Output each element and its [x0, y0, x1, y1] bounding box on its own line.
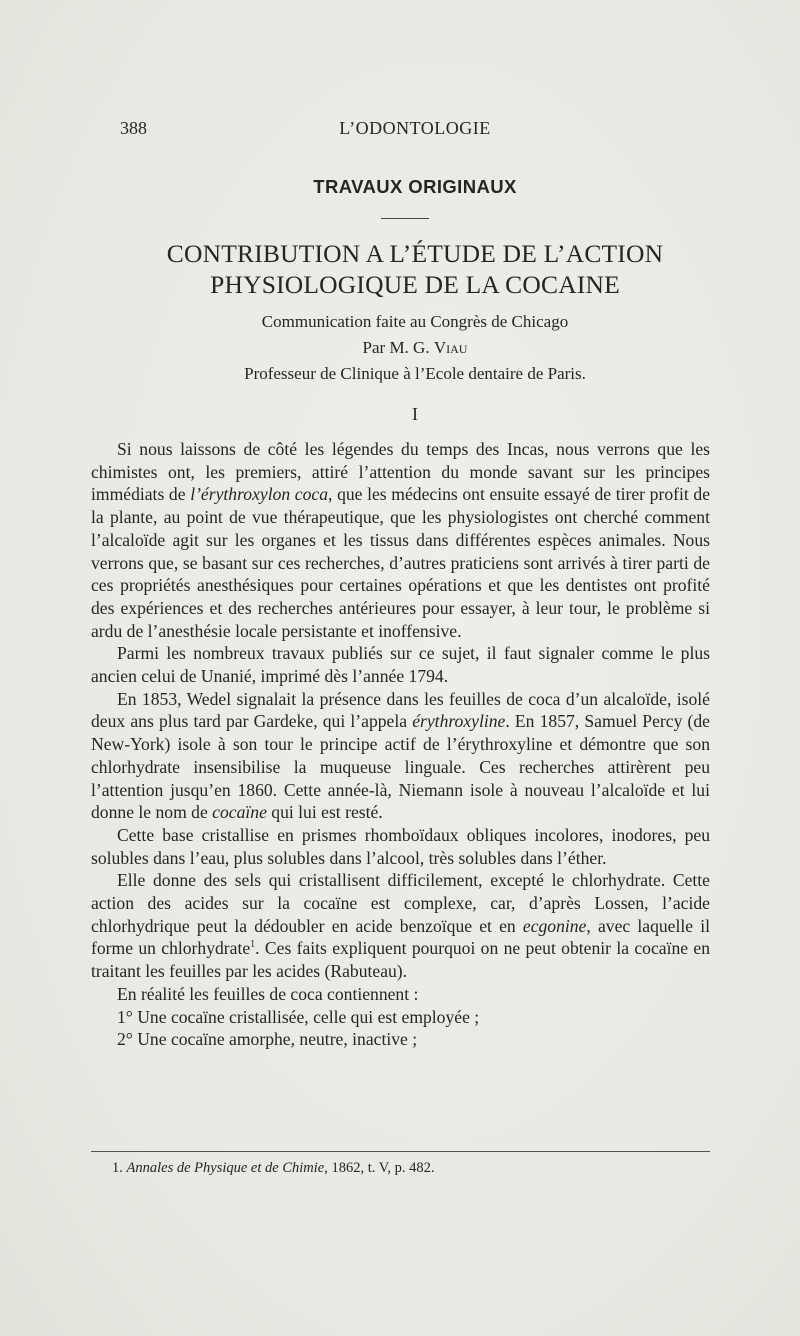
paragraph: Elle donne des sels qui cristallisent difficilement, excepté le chlorhydrate. Cette action des acides sur la cocaïne est complexe, car, d’après Lossen, l’acide chlorhydrique peut la dédoubler en acide benzoïque et en ecgonine, avec laquelle il forme un chlorhydrate$^1$. Ces faits expliquent pourquoi on ne peut obtenir la cocaïne en traitant les feuilles par les acides (Rabuteau). [91, 870, 711, 982]
footnote [112, 1160, 710, 1177]
title-divider [381, 218, 429, 219]
running-head [120, 118, 710, 142]
article-title: CONTRIBUTION A L’ÉTUDE DE L’ACTION PHYSIOLOGIQUE DE LA COCAINE [166, 239, 664, 299]
list-item: 2° Une cocaïne amorphe, neutre, inactive ; [117, 1029, 418, 1050]
footnote-number: 1. [112, 1160, 123, 1176]
emphasis: cocaïne [212, 802, 267, 823]
section-number: I [412, 404, 418, 424]
footnote-marker[interactable]: 1 [250, 939, 256, 951]
paragraph: Si nous laissons de côté les légendes du temps des Incas, nous verrons que les chimistes ont, les premiers, attiré l’attention du monde savant sur les principes immédiats de l’érythroxylon coca, que les médecins ont ensuite essayé de tirer profit de la plante, au point de vue thérapeutique, que les physiologistes ont cherché comment l’alcaloïde agit sur les organes et les tissus dans différentes espèces animales. Nous verrons que, se basant sur ces recherches, d’autres praticiens sont arrivés à tirer parti de ces propriétés anesthésiques pour certaines opérations et que les dentistes ont profité des expériences et des recherches antérieures pour essayer, à leur tour, le problème si ardu de l’anesthésie locale persistante et inoffensive. [91, 439, 711, 641]
author-affiliation: Professeur de Clinique à l’Ecole dentaire de Paris. [244, 364, 586, 383]
footnote-source: Annales de Physique et de Chimie [126, 1160, 325, 1176]
paragraph: Cette base cristallise en prismes rhomboïdaux obliques incolores, inodores, peu solubles dans l’eau, plus solubles dans l’alcool, très solubles dans l’éther. [91, 824, 710, 868]
footnote-divider [91, 1151, 710, 1152]
paragraph: En réalité les feuilles de coca contiennent : [117, 983, 419, 1004]
list-item: 1° Une cocaïne cristallisée, celle qui est employée ; [117, 1006, 480, 1027]
emphasis: l’érythroxylon coca [190, 484, 329, 505]
author-line [120, 338, 710, 358]
author-name: Viau [433, 338, 468, 357]
section-title: TRAVAUX ORIGINAUX [313, 176, 517, 197]
page-number: 388 [120, 118, 147, 138]
emphasis: érythroxyline [412, 711, 506, 732]
author-prefix: Par M. G. [362, 338, 430, 357]
communication-note: Communication faite au Congrès de Chicago [261, 312, 569, 331]
emphasis: ecgonine [522, 915, 587, 936]
paragraph: Parmi les nombreux travaux publiés sur ce sujet, il faut signaler comme le plus ancien celui de Unanié, imprimé dès l’année 1794. [91, 643, 710, 687]
footnote-details: , 1862, t. V, p. 482. [324, 1160, 435, 1176]
journal-title: L’ODONTOLOGIE [339, 118, 491, 138]
article-body [91, 438, 710, 1051]
paragraph: En 1853, Wedel signalait la présence dans les feuilles de coca d’un alcaloïde, isolé deux ans plus tard par Gardeke, qui l’appela érythroxyline. En 1857, Samuel Percy (de New-York) isole à son tour le principe actif de l’érythroxyline et démontre que son chlorhydrate insensibilise la muqueuse linguale. Ces recherches attirèrent peu l’attention jusqu’en 1860. Cette année-là, Niemann isole à nouveau l’alcaloïde et lui donne le nom de cocaïne qui lui est resté. [91, 688, 710, 823]
